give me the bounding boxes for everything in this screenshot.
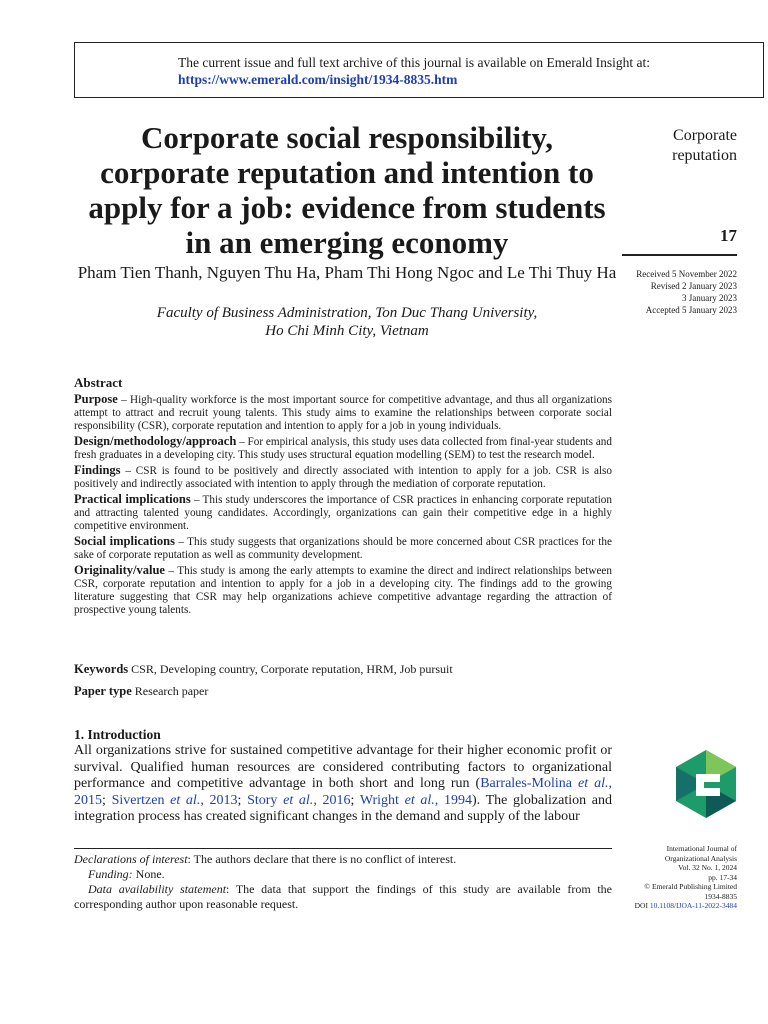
abstract-practical — [74, 493, 612, 533]
journal-name-2: Organizational Analysis — [664, 853, 737, 863]
data-availability-note: Data availability statement: The data that support the findings of this study are available from the corresponding author upon reasonable request. — [74, 882, 612, 911]
notice-text: The current issue and full text archive of this journal is available on Emerald Insight at: — [178, 55, 650, 70]
journal-issn: 1934-8835 — [704, 891, 737, 901]
section-label: Social implications — [74, 534, 175, 548]
citation-link[interactable]: Sivertzen et al., 2013 — [111, 792, 238, 808]
journal-pages: pp. 17-34 — [708, 872, 737, 882]
declarations-note: Declarations of interest: The authors declare that there is no conflict of interest. — [74, 852, 457, 866]
abstract-findings — [74, 464, 612, 491]
affiliation — [74, 304, 620, 340]
paper-type-text: Research paper — [131, 684, 209, 698]
citation-link[interactable]: Story et al., 2016 — [247, 792, 351, 808]
footnotes — [74, 852, 612, 912]
abstract-design — [74, 435, 612, 462]
history-revised-2: 3 January 2023 — [682, 293, 737, 303]
section-label: Practical implications — [74, 492, 191, 506]
affiliation-line-1: Faculty of Business Administration, Ton Duc Thang University, — [156, 305, 538, 321]
emerald-logo-icon — [674, 748, 738, 820]
section-label: Findings — [74, 463, 121, 477]
footnote-divider — [74, 848, 612, 849]
intro-text: All organizations strive for sustained competitive advantage for their higher economic profit or survival. Qualified human resources are considered contributing factors to organizational performance and competitive advantage in both short and long run ( — [74, 743, 612, 791]
history-revised: Revised 2 January 2023 — [650, 281, 737, 291]
history-received: Received 5 November 2022 — [636, 269, 737, 279]
author-list: Pham Tien Thanh, Nguyen Thu Ha, Pham Thi Hong Ngoc and Le Thi Thuy Ha — [77, 263, 617, 282]
keywords-text: CSR, Developing country, Corporate reputation, HRM, Job pursuit — [128, 662, 453, 676]
paper-type — [74, 684, 612, 699]
journal-url-link[interactable]: https://www.emerald.com/insight/1934-8835.htm — [178, 72, 458, 87]
citation-link[interactable]: Barrales-Molina et al., 2015 — [74, 776, 612, 808]
abstract-purpose — [74, 393, 612, 433]
history-accepted: Accepted 5 January 2023 — [645, 305, 737, 315]
sidebar-divider — [622, 254, 737, 256]
section-text: – High-quality workforce is the most important source for competitive advantage, and thus all organizations attempt to attract and recruit young talents. This study aims to examine the relationships between corporate social responsibility (CSR), corporate reputation and intention to apply for a job in young individuals. — [74, 394, 612, 432]
affiliation-line-2: Ho Chi Minh City, Vietnam — [265, 323, 429, 339]
abstract-heading: Abstract — [74, 375, 123, 390]
journal-info — [612, 844, 737, 911]
citation-link[interactable]: Wright et al., 1994 — [359, 792, 472, 808]
running-title: Corporate reputation — [672, 127, 737, 164]
journal-volume: Vol. 32 No. 1, 2024 — [678, 863, 737, 872]
keywords-label: Keywords — [74, 662, 129, 676]
funding-note: Funding: None. — [88, 867, 165, 881]
page-number: 17 — [720, 226, 737, 245]
section-text: – This study suggests that organizations should be more concerned about CSR practices for the sake of corporate reputation as well as community development. — [74, 536, 612, 561]
journal-doi: DOI 10.1108/IJOA-11-2022-3484 — [634, 901, 737, 910]
section-label: Originality/value — [74, 563, 165, 577]
section-text: – For empirical analysis, this study uses data collected from final-year students and fresh graduates in a developing city. This study uses structural equation modelling (SEM) to test the research model. — [74, 436, 612, 461]
section-text: – CSR is found to be positively and directly associated with intention to apply for a job. CSR is also positively and indirectly associated with intention to apply through the mediation of corporate reputation. — [74, 465, 612, 490]
section-text: – This study is among the early attempts to examine the direct and indirect relationships between CSR, corporate reputation and intention to apply for a job in a developing city. The findings add to the growing literature suggesting that CSR may help organizations achieve competitive advantage regarding the attraction of prospective young talents. — [74, 565, 612, 616]
abstract-originality — [74, 564, 612, 617]
section-label: Purpose — [74, 392, 118, 406]
publication-history — [612, 268, 737, 316]
doi-link[interactable]: 10.1108/IJOA-11-2022-3484 — [649, 901, 737, 910]
paper-type-label: Paper type — [74, 684, 132, 698]
intro-text: ). The globalization and integration process has created significant changes in the demand and supply of the labour — [74, 792, 613, 824]
abstract — [74, 376, 612, 619]
journal-publisher: © Emerald Publishing Limited — [644, 882, 737, 891]
intro-paragraph: All organizations strive for sustained competitive advantage for their higher economic profit or survival. Qualified human resources are considered contributing factors to organizational performance and competitive advantage in both short and long run (Barrales-Molina et al., 2015; Sivertzen et al., 2013; Story et al., 2016; Wright et al., 1994). The globalization and integration process has created significant changes in the demand and supply of the labour — [74, 743, 613, 824]
article-title: Corporate social responsibility, corporate reputation and intention to apply for a job: evidence from students in an emerging economy — [88, 120, 606, 260]
journal-name-1: International Journal of — [666, 844, 737, 853]
abstract-social — [74, 535, 612, 562]
intro-heading: 1. Introduction — [74, 727, 161, 742]
journal-access-notice — [74, 42, 764, 98]
section-text: – This study underscores the importance of CSR practices in enhancing corporate reputation and attracting talented young candidates. Accordingly, organizations can gain their competitive edge in a highly competitive environment. — [74, 494, 612, 532]
keywords — [74, 662, 612, 677]
section-label: Design/methodology/approach — [74, 434, 237, 448]
